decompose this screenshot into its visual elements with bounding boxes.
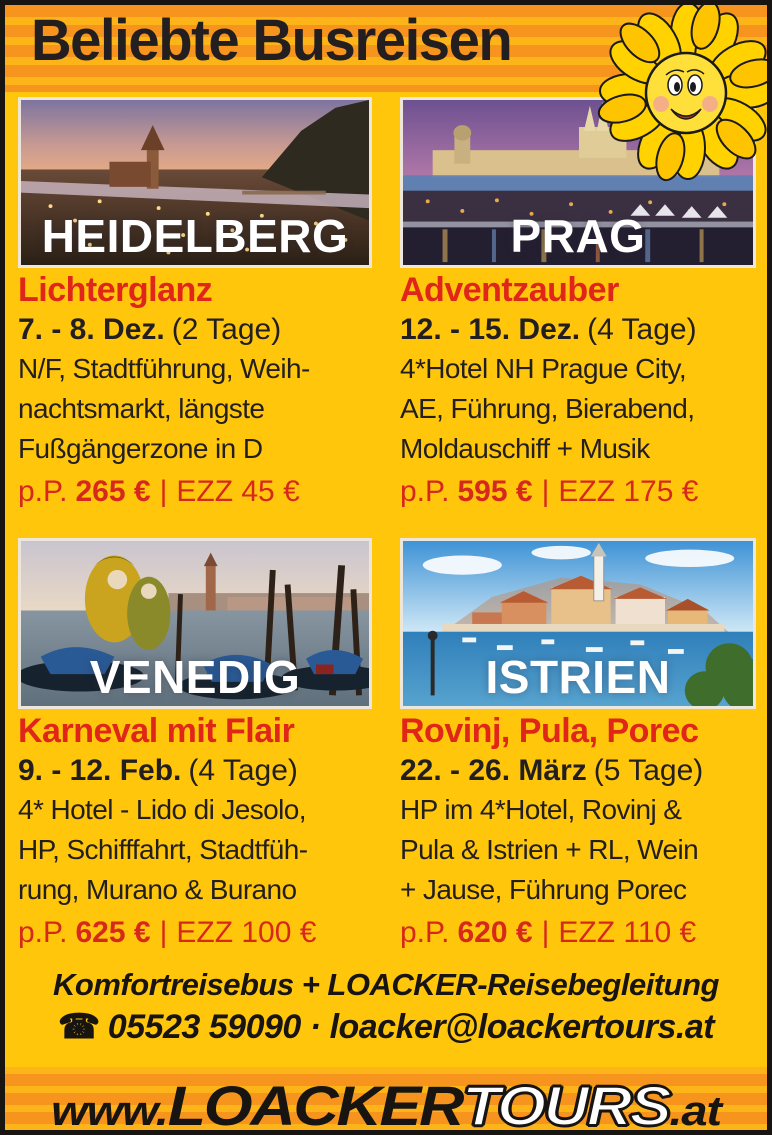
trip-card-istrien — [400, 538, 756, 950]
logo-tours: TOURS — [462, 1074, 670, 1135]
trip-date: 7. - 8. Dez. (2 Tage) — [18, 313, 282, 346]
trip-description: 4*Hotel NH Prague City, AE, Führung, Bierabend, Moldauschiff + Musik — [400, 353, 695, 464]
trip-price: p.P. 265 € | EZZ 45 € — [18, 475, 300, 508]
trip-price: p.P. 595 € | EZZ 175 € — [400, 475, 699, 508]
trip-price: p.P. 620 € | EZZ 110 € — [400, 916, 697, 949]
trip-card-heidelberg — [18, 97, 372, 509]
photo-venedig — [18, 538, 372, 709]
logo-tld: .at — [669, 1087, 721, 1134]
trip-subtitle: Lichterglanz — [18, 271, 213, 309]
website-logo — [51, 1067, 721, 1135]
city-label-istrien: ISTRIEN — [485, 651, 671, 703]
trip-description: HP im 4*Hotel, Rovinj & Pula & Istrien + RL, Wein + Jause, Führung Porec — [400, 794, 699, 905]
phone-number: 05523 59090 — [107, 1008, 301, 1046]
email-address: loacker@loackertours.at — [329, 1008, 715, 1046]
trip-date: 12. - 15. Dez. (4 Tage) — [400, 313, 697, 346]
trip-date: 9. - 12. Feb. (4 Tage) — [18, 754, 298, 787]
trip-description: 4* Hotel - Lido di Jesolo, HP, Schifffahrt, Stadtfüh- rung, Murano & Burano — [18, 794, 308, 905]
logo-band — [5, 1067, 767, 1135]
bus-service-line: Komfortreisebus + LOACKER-Reisebegleitung — [53, 967, 719, 1002]
page-title: Beliebte Busreisen — [31, 8, 512, 73]
trip-subtitle: Karneval mit Flair — [18, 712, 295, 750]
phone-icon: ☎ — [57, 1008, 100, 1046]
trip-date: 22. - 26. März (5 Tage) — [400, 754, 704, 787]
city-label-heidelberg: HEIDELBERG — [41, 210, 349, 262]
trip-description: N/F, Stadtführung, Weih- nachtsmarkt, längste Fußgängerzone in D — [18, 353, 310, 464]
sun-flower-graphic — [591, 1, 772, 185]
trip-price: p.P. 625 € | EZZ 100 € — [18, 916, 317, 949]
logo-www: www. — [51, 1087, 168, 1134]
contact-line — [5, 1007, 767, 1047]
photo-istrien — [400, 538, 756, 709]
dot-separator: · — [309, 1008, 321, 1046]
trip-subtitle: Rovinj, Pula, Porec — [400, 712, 699, 750]
photo-heidelberg — [18, 97, 372, 268]
trip-card-venedig — [18, 538, 372, 950]
city-label-venedig: VENEDIG — [89, 651, 301, 703]
trip-subtitle: Adventzauber — [400, 271, 619, 309]
contact-info — [5, 967, 767, 1047]
logo-loacker: LOACKER — [167, 1074, 463, 1135]
city-label-prag: PRAG — [510, 210, 646, 262]
sun-flower-icon — [591, 1, 772, 185]
